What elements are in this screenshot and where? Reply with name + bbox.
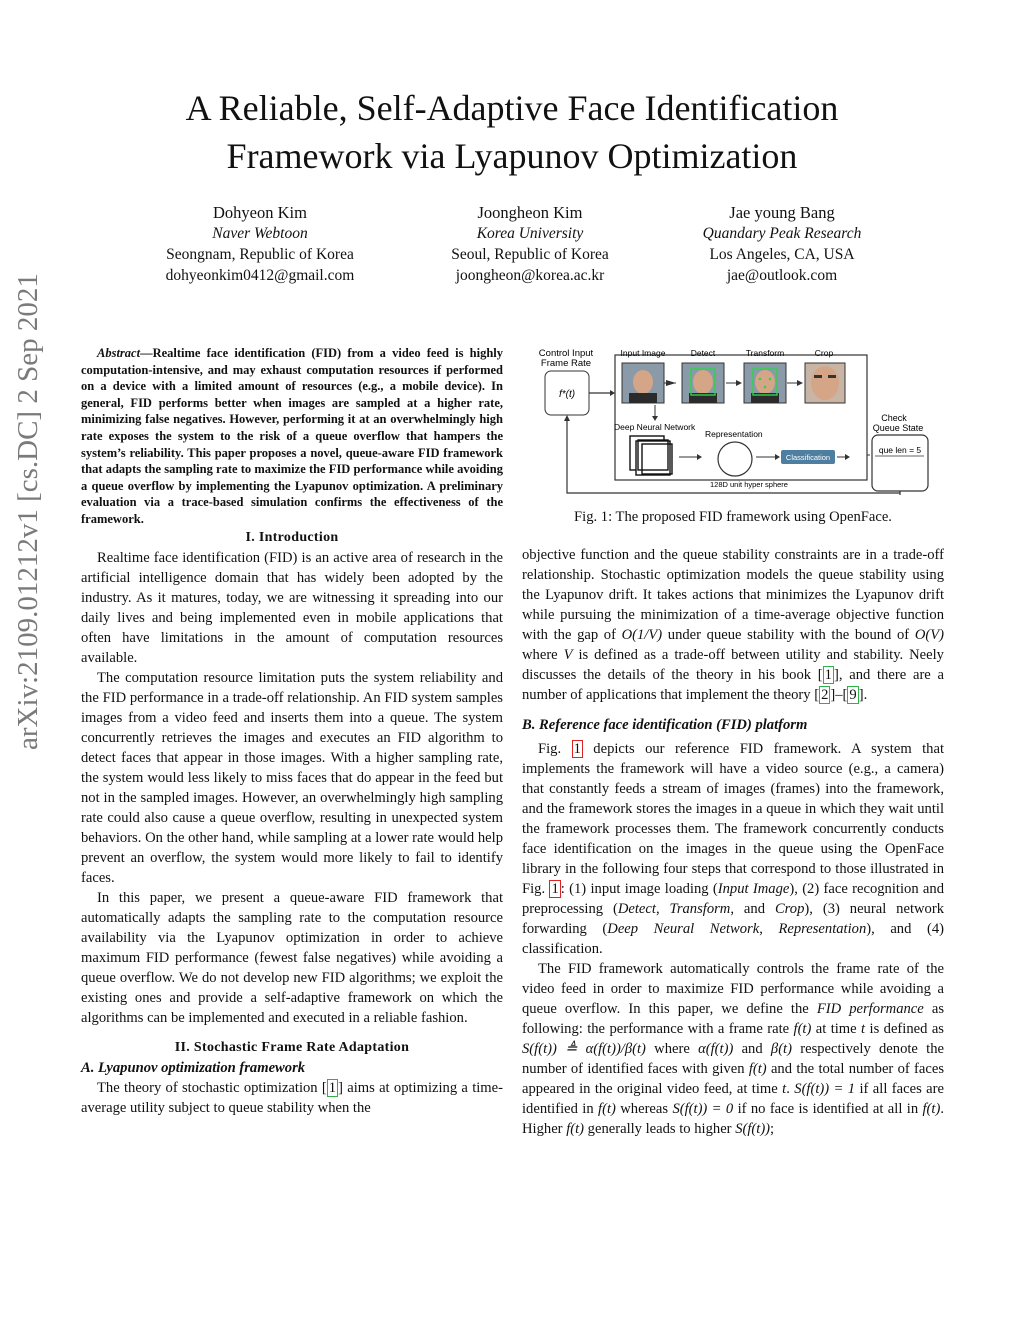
math: α(f(t)) bbox=[698, 1041, 734, 1057]
author-affiliation: Korea University bbox=[476, 225, 584, 242]
paper-title bbox=[0, 84, 1024, 180]
text-span: Fig. bbox=[538, 741, 572, 757]
figure-caption: Fig. 1: The proposed FID framework using OpenFace. bbox=[574, 509, 892, 525]
text-span: is defined as a trade-off between utility and stability. Neely discusses the details of the theory in his book bbox=[522, 647, 944, 683]
author-affiliation: Naver Webtoon bbox=[212, 225, 308, 242]
control-func: f*(t) bbox=[558, 389, 576, 400]
citation-link[interactable]: 9 bbox=[849, 687, 857, 703]
math: f(t) bbox=[598, 1101, 616, 1117]
text-span: whereas bbox=[615, 1101, 673, 1117]
text-span: ; bbox=[770, 1121, 775, 1137]
text-span: FID performance bbox=[816, 1001, 924, 1017]
math: S(f(t)) = 0 bbox=[672, 1101, 734, 1117]
math: β(t) bbox=[770, 1041, 792, 1057]
text-span: under queue stability with the bound of bbox=[662, 627, 915, 643]
face-image-input bbox=[622, 363, 664, 403]
abstract bbox=[81, 345, 503, 528]
math: V bbox=[563, 647, 573, 663]
text-span: . Higher bbox=[522, 1101, 944, 1137]
step-label: Crop bbox=[814, 348, 834, 358]
left-column bbox=[81, 345, 503, 1118]
paragraph: The computation resource limitation puts the system reliability and the FID performance in a trade-off relationship. An FID system samples images from a video feed and inserts them into a queue. The system concurrently retrieves the images and executes an FID algorithm to detect faces that appear in those images. With a higher sampling rate, the system would less likely to miss faces that do appear in the feed but not in the sampled images. However, an overwhelmingly high sampling rate could also cause a queue overflow, resulting in unexpected system behaviors. On the other hand, while sampling at a lower rate would help prevent an overflow, the system would more likely to fail to identify faces. bbox=[81, 669, 503, 886]
math: f(t) bbox=[793, 1021, 812, 1037]
figure-link[interactable]: 1 bbox=[551, 881, 559, 897]
text-span: , bbox=[655, 901, 670, 917]
paragraph bbox=[522, 959, 944, 1139]
author-email[interactable]: joongheon@korea.ac.kr bbox=[455, 267, 605, 284]
text-span: . bbox=[786, 1081, 795, 1097]
text-span: if all faces are identified in bbox=[522, 1081, 944, 1117]
subsection-b-heading: B. Reference face identification (FID) platform bbox=[522, 717, 808, 733]
author-email[interactable]: dohyeonkim0412@gmail.com bbox=[165, 267, 355, 284]
representation-label: Representation bbox=[705, 429, 763, 439]
abstract-label: Abstract bbox=[97, 346, 141, 360]
check-label: Check bbox=[881, 413, 907, 423]
right-column bbox=[522, 345, 944, 1139]
text-span: Transform bbox=[669, 901, 731, 917]
paragraph: The theory of stochastic optimization [ 1 ] aims at optimizing a time-average utility subject to queue stability when the bbox=[81, 1079, 503, 1116]
text-span: if no face is identified at all in bbox=[733, 1101, 923, 1117]
text-span: where bbox=[645, 1041, 699, 1057]
author-name: Dohyeon Kim bbox=[213, 203, 307, 222]
text-span: generally leads to higher bbox=[584, 1121, 736, 1137]
abstract-text: —Realtime face identification (FID) from a video feed is highly computation-intensive, and may exhaust computation resources if performed on a device with a limited amount of resources (e.g., a mobile device). In general, FID performs better when images are sampled at a higher rate, minimizing false negatives. However, performing it at an overwhelmingly high rate exposes the system to the risk of a queue overflow that hampers the system’s reliability. This paper proposes a novel, queue-aware FID framework that adapts the sampling rate to maximize the FID performance while avoiding a queue overflow by implementing the Lyapunov optimization. A preliminary evaluation via a trace-based simulation confirms the effectiveness of the framework. bbox=[81, 346, 503, 526]
queue-state-box bbox=[872, 435, 928, 491]
text-span: The theory of stochastic optimization bbox=[97, 1079, 322, 1096]
text-span: – bbox=[835, 687, 843, 703]
text-span: depicts our reference FID framework. A system that implements the framework will have a video source (e.g., a camera) that constantly feeds a stream of images (frames) into the framework, and the framework stores the images in a queue in which they wait until the framework processes them. The framework concurrently conducts face identification on the images in the queue using the OpenFace library in the following four steps that correspond to those illustrated in Fig. bbox=[522, 741, 944, 897]
author-1 bbox=[110, 202, 410, 286]
hypersphere-label: 128D unit hyper sphere bbox=[710, 480, 788, 489]
math: S(f(t)) = 1 bbox=[794, 1081, 856, 1097]
citation-link[interactable]: 1 bbox=[824, 667, 832, 683]
paragraph: Realtime face identification (FID) is an active area of research in the artificial intelligence domain that has widely been adopted by the industry. As it matures, today, we are witnessing it spreading into our daily lives and being implemented even in mobile applications that often have limitations in the amount of computation resources available. bbox=[81, 549, 503, 666]
hypersphere bbox=[718, 442, 752, 476]
text-span: , bbox=[759, 921, 779, 937]
math: O(V) bbox=[914, 627, 944, 643]
math: f(t) bbox=[922, 1101, 941, 1117]
text-span: Input Image bbox=[717, 881, 790, 897]
author-name: Joongheon Kim bbox=[477, 203, 583, 222]
text-span: Deep Neural Network bbox=[607, 921, 760, 937]
paragraph: In this paper, we present a queue-aware FID framework that automatically adapts the sampling rate to the computation resource availability via the Lyapunov optimization in order to achieve maximum FID performance (fewest false negatives) while avoiding a queue overflow. We do not develop new FID algorithms; we exploit the existing ones and provide a self-adaptive framework on which the algorithms can be implemented and executed in a reliable fashion. bbox=[81, 889, 503, 1026]
step-label: Transform bbox=[745, 348, 785, 358]
math: t bbox=[782, 1081, 787, 1097]
text-span: ), (3) neural network forwarding ( bbox=[522, 901, 944, 937]
control-label: Control Input bbox=[538, 348, 594, 359]
author-location: Seongnam, Republic of Korea bbox=[166, 246, 354, 263]
author-location: Seoul, Republic of Korea bbox=[451, 246, 609, 263]
queue-len: que len = 5 bbox=[878, 445, 922, 455]
subsection-a-heading: A. Lyapunov optimization framework bbox=[81, 1059, 306, 1076]
check-label: Queue State bbox=[872, 423, 924, 433]
step-label: Input Image bbox=[620, 348, 666, 358]
citation-link[interactable]: 1 bbox=[328, 1079, 337, 1096]
section-2-heading: II. Stochastic Frame Rate Adaptation bbox=[174, 1039, 410, 1055]
framework-diagram bbox=[522, 345, 944, 495]
text-span: at time bbox=[811, 1021, 862, 1037]
section-1-heading: I. Introduction bbox=[245, 529, 339, 545]
text-span: respectively denote the number of identified faces with given bbox=[522, 1041, 944, 1077]
control-label: Frame Rate bbox=[540, 358, 592, 369]
text-span: is defined as bbox=[865, 1021, 944, 1037]
text-span: The FID framework automatically controls the frame rate of the video feed in order to maximize FID performance while avoiding a queue overflow. In this paper, we define the bbox=[522, 961, 944, 1017]
text-span: as following: the performance with a frame rate bbox=[522, 1001, 945, 1037]
text-span: ), and (4) classification. bbox=[522, 921, 944, 957]
arrow-head bbox=[564, 415, 570, 421]
citation-link[interactable]: 2 bbox=[821, 687, 829, 703]
face-image-detect bbox=[682, 363, 724, 403]
text-span: , and bbox=[730, 901, 775, 917]
author-name: Jae young Bang bbox=[729, 203, 835, 222]
math: f(t) bbox=[748, 1061, 767, 1077]
face-image-transform bbox=[744, 363, 786, 403]
text-span: Crop bbox=[774, 901, 805, 917]
author-location: Los Angeles, CA, USA bbox=[709, 246, 855, 263]
title-line-1: A Reliable, Self-Adaptive Face Identification bbox=[185, 88, 839, 128]
text-span: : (1) input image loading ( bbox=[560, 881, 718, 897]
text-span: , and there are a number of applications that implement the theory bbox=[522, 667, 944, 703]
author-affiliation: Quandary Peak Research bbox=[702, 225, 862, 242]
math: O(1/V) bbox=[621, 627, 663, 643]
math: t bbox=[861, 1021, 866, 1037]
face-image-crop bbox=[805, 363, 845, 403]
text-span: and bbox=[733, 1041, 771, 1057]
text-span: Detect bbox=[617, 901, 656, 917]
author-email[interactable]: jae@outlook.com bbox=[726, 267, 838, 284]
dnn-label: Deep Neural Network bbox=[614, 422, 696, 432]
text-span: ), (2) face recognition and preprocessing ( bbox=[522, 881, 945, 917]
arxiv-stamp: arXiv:2109.01212v1 [cs.DC] 2 Sep 2021 bbox=[12, 273, 44, 750]
text-span: where bbox=[522, 647, 564, 663]
title-line-2: Framework via Lyapunov Optimization bbox=[226, 136, 798, 176]
paragraph bbox=[522, 739, 944, 959]
figure-1 bbox=[522, 345, 944, 495]
text-span: . bbox=[863, 687, 868, 703]
math: S(f(t)) ≜ α(f(t))/β(t) bbox=[522, 1041, 646, 1057]
text-span: objective function and the queue stability constraints are in a trade-off relationship. Stochastic optimization models the queue stability using the Lyapunov drift. It takes actions that minimizes the Lyapunov drift while pursuing the minimization of a time-average objective function with the gap of bbox=[522, 547, 944, 643]
classification-label: Classification bbox=[785, 453, 831, 462]
author-3 bbox=[632, 202, 932, 286]
paragraph: objective function and the queue stability constraints are in a trade-off relationship. Stochastic optimization models the queue stability using the Lyapunov drift. It takes actions that minimizes the Lyapunov drift while pursuing the minimization of a time-average objective function with the gap of O(1/V) under queue stability with the bound of O(V) where V is defined as a trade-off between utility and stability. Neely discusses the details of the theory in his book [ 1 ], and there are a number of applications that implement the theory [ 2 ]–[ 9 ]. bbox=[522, 547, 944, 703]
math: f(t) bbox=[566, 1121, 585, 1137]
text-span: aims at optimizing a time-average utility subject to queue stability when the bbox=[81, 1079, 503, 1116]
text-span: Representation bbox=[778, 921, 867, 937]
text-span: and the total number of faces appeared in the original video feed, at time bbox=[522, 1061, 945, 1097]
figure-link[interactable]: 1 bbox=[573, 741, 581, 757]
arrow-head bbox=[610, 390, 615, 396]
step-label: Detect bbox=[690, 348, 716, 358]
math: S(f(t)) bbox=[735, 1121, 771, 1137]
